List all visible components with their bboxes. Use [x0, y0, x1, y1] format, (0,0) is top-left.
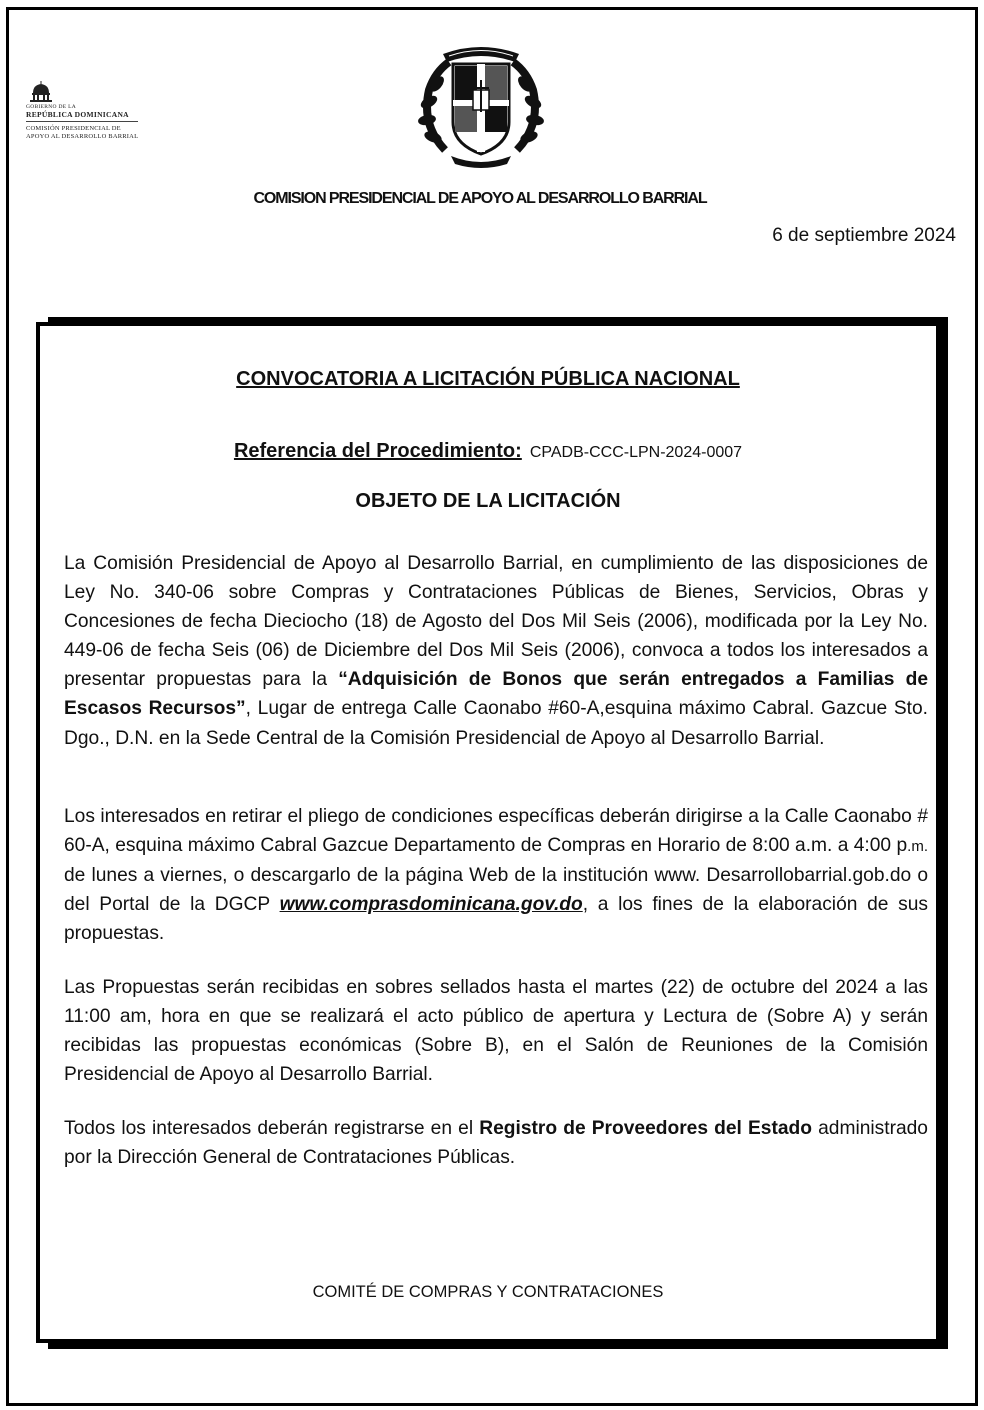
supplier-registry-name: Registro de Proveedores del Estado	[479, 1118, 812, 1139]
reference-label: Referencia del Procedimiento:	[233, 440, 522, 462]
paragraph-registry	[64, 1114, 928, 1172]
paragraph-text: , a los fines de la elaboración de sus propuestas.	[64, 894, 928, 945]
reference-line	[40, 440, 936, 463]
organization-title: COMISION PRESIDENCIAL DE APOYO AL DESARROLLO BARRIAL	[253, 190, 707, 207]
logo-line-commission: COMISIÓN PRESIDENCIAL DE	[26, 125, 121, 132]
notice-title: CONVOCATORIA A LICITACIÓN PÚBLICA NACIONAL	[236, 368, 740, 390]
paragraph-text-small: .m.	[907, 838, 928, 856]
paragraph-text: administrado por la Dirección General de Contrataciones Públicas.	[64, 1118, 928, 1169]
paragraph-text: Todos los interesados deberán registrarse en el	[64, 1118, 480, 1139]
object-title: OBJETO DE LA LICITACIÓN	[355, 490, 621, 512]
acquisition-object: “Adquisición de Bonos que serán entregados a Familias de Escasos Recursos”	[64, 669, 928, 720]
logo-line-government: GOBIERNO DE LA	[26, 104, 77, 110]
paragraph-text: de lunes a viernes, o descargarlo de la página Web de la institución www. Desarrollobarrial.gob.do o del Portal de la DGCP	[64, 865, 928, 916]
logo-divider	[26, 121, 138, 122]
paragraph-text: La Comisión Presidencial de Apoyo al Desarrollo Barrial, en cumplimiento de las disposiciones de Ley No. 340-06 sobre Compras y Contrataciones Públicas de Bienes, Servicios, Obras y Concesiones de fecha Dieciocho (18) de Agosto del Dos Mil Seis (2006), modificada por la Ley No. 449-06 de fecha Seis (06) de Diciembre del Dos Mil Seis (2006), convoca a todos los interesados a presentar propuestas para la	[64, 553, 928, 691]
paragraph-proposals: Las Propuestas serán recibidas en sobres sellados hasta el martes (22) de octubre del 2024 a las 11:00 am, hora en que se realizará el acto público de apertura y Lectura de (Sobre A) y serán recibidas las propuestas económicas (Sobre B), en el Salón de Reuniones de la Comisión Presidencial de Apoyo al Desarrollo Barrial.	[64, 977, 928, 1086]
paragraph-conditions	[64, 802, 928, 948]
compras-dominicana-link[interactable]: www.comprasdominicana.gov.do	[279, 894, 583, 916]
paragraph-text: Los interesados en retirar el pliego de condiciones específicas deberán dirigirse a la Calle Caonabo # 60-A, esquina máximo Cabral Gazcue Departamento de Compras en Horario de 8:00 a.m. a 4:00 p	[64, 806, 928, 857]
government-logo	[26, 80, 156, 141]
reference-code: CPADB-CCC-LPN-2024-0007	[529, 444, 743, 461]
paragraph-text: , Lugar de entrega Calle Caonabo #60-A,esquina máximo Cabral. Gazcue Sto. Dgo., D.N. en la Sede Central de la Comisión Presidencial de Apoyo al Desarrollo Barrial.	[64, 698, 929, 749]
paragraph-convocation	[64, 549, 928, 753]
committee-signature: COMITÉ DE COMPRAS Y CONTRATACIONES	[312, 1283, 664, 1301]
notice-box	[36, 322, 940, 1343]
logo-line-republic: REPÚBLICA DOMINICANA	[26, 110, 129, 119]
document-date: 6 de septiembre 2024	[772, 225, 956, 246]
coat-of-arms-icon	[415, 40, 547, 170]
dome-icon	[28, 80, 54, 102]
logo-line-barrial: APOYO AL DESARROLLO BARRIAL	[26, 133, 139, 140]
